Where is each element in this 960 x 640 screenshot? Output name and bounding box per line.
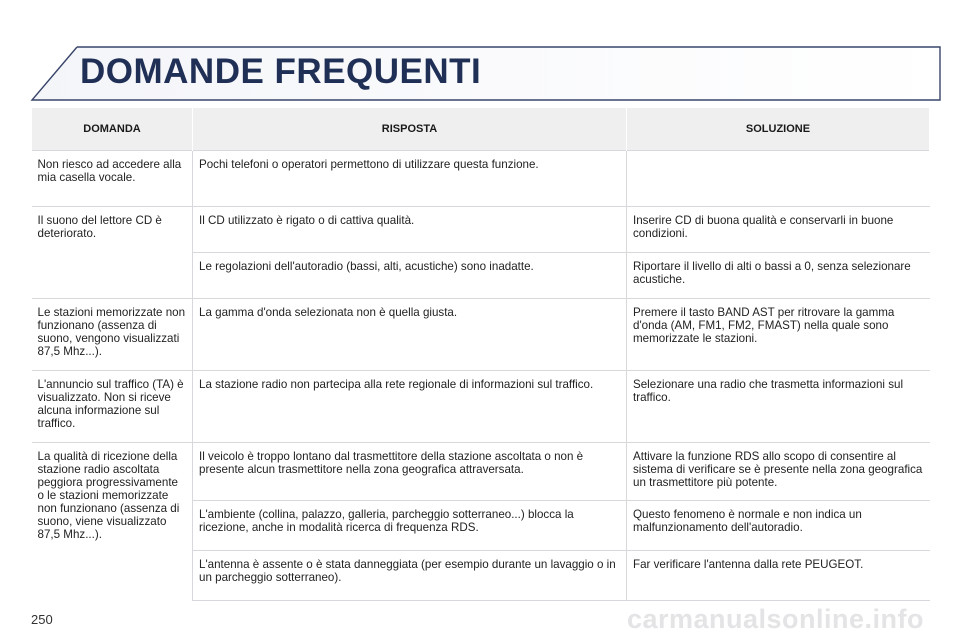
question-cell: La qualità di ricezione della stazione radio ascoltata peggiora progressivamente o le stazioni memorizzate non funzionano (assenza di suono, viene visualizzato 87,5 Mhz...). xyxy=(32,443,193,601)
solution-cell: Far verificare l'antenna dalla rete PEUGEOT. xyxy=(627,551,930,601)
answer-cell: L'ambiente (collina, palazzo, galleria, parcheggio sotterraneo...) blocca la ricezione, anche in modalità ricerca di frequenza RDS. xyxy=(193,501,627,551)
page-number: 250 xyxy=(31,612,53,627)
answer-cell: L'antenna è assente o è stata danneggiata (per esempio durante un lavaggio o in un parcheggio sotterraneo). xyxy=(193,551,627,601)
answer-cell: La gamma d'onda selezionata non è quella giusta. xyxy=(193,299,627,371)
question-cell: L'annuncio sul traffico (TA) è visualizzato. Non si riceve alcuna informazione sul traffico. xyxy=(32,371,193,443)
solution-cell: Selezionare una radio che trasmetta informazioni sul traffico. xyxy=(627,371,930,443)
solution-cell: Questo fenomeno è normale e non indica un malfunzionamento dell'autoradio. xyxy=(627,501,930,551)
solution-cell: Inserire CD di buona qualità e conservarli in buone condizioni. xyxy=(627,207,930,253)
column-header-answer: RISPOSTA xyxy=(193,108,627,151)
title-banner xyxy=(0,0,960,110)
question-cell: Le stazioni memorizzate non funzionano (assenza di suono, vengono visualizzati 87,5 Mhz...). xyxy=(32,299,193,371)
table-row xyxy=(32,299,930,371)
table-row xyxy=(32,151,930,207)
answer-cell: Pochi telefoni o operatori permettono di utilizzare questa funzione. xyxy=(193,151,627,207)
faq-table xyxy=(31,108,930,601)
answer-cell: Il veicolo è troppo lontano dal trasmettitore della stazione ascoltata o non è presente alcun trasmettitore nella zona geografica attraversata. xyxy=(193,443,627,501)
solution-cell: Attivare la funzione RDS allo scopo di consentire al sistema di verificare se è presente nella zona geografica un trasmettitore più potente. xyxy=(627,443,930,501)
solution-cell xyxy=(627,151,930,207)
watermark: carmanualsonline.info xyxy=(626,604,924,634)
answer-cell: La stazione radio non partecipa alla rete regionale di informazioni sul traffico. xyxy=(193,371,627,443)
solution-cell: Premere il tasto BAND AST per ritrovare la gamma d'onda (AM, FM1, FM2, FMAST) nella quale sono memorizzate le stazioni. xyxy=(627,299,930,371)
table-row xyxy=(32,371,930,443)
question-cell: Non riesco ad accedere alla mia casella vocale. xyxy=(32,151,193,207)
table-row xyxy=(32,443,930,501)
answer-cell: Il CD utilizzato è rigato o di cattiva qualità. xyxy=(193,207,627,253)
column-header-solution: SOLUZIONE xyxy=(627,108,930,151)
table-row xyxy=(32,207,930,253)
column-header-question: DOMANDA xyxy=(32,108,193,151)
solution-cell: Riportare il livello di alti o bassi a 0, senza selezionare acustiche. xyxy=(627,253,930,299)
page-title: DOMANDE FREQUENTI xyxy=(80,52,482,91)
table-header-row xyxy=(32,108,930,151)
answer-cell: Le regolazioni dell'autoradio (bassi, alti, acustiche) sono inadatte. xyxy=(193,253,627,299)
question-cell: Il suono del lettore CD è deteriorato. xyxy=(32,207,193,299)
